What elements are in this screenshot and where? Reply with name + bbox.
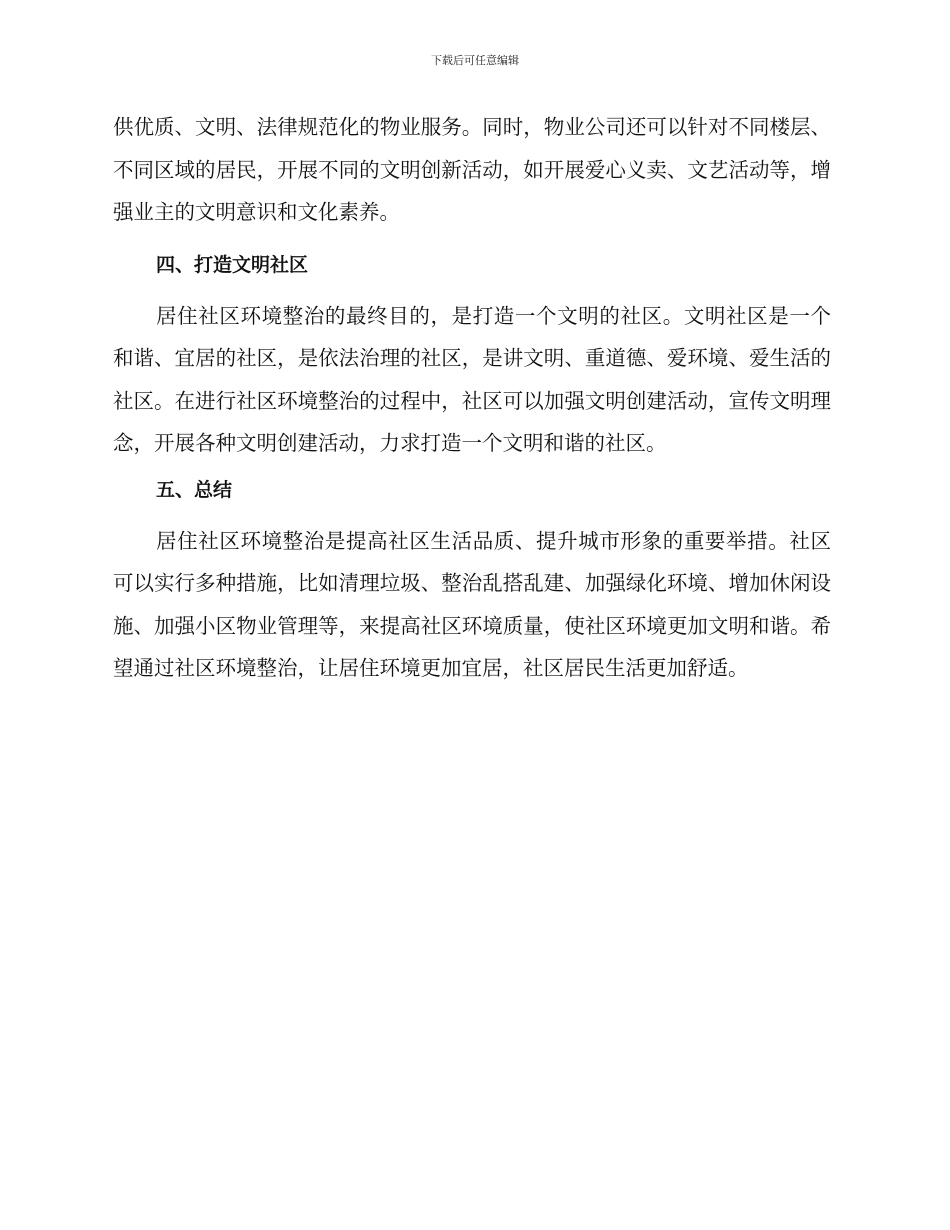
document-body — [113, 106, 831, 690]
intro-paragraph: 供优质、文明、法律规范化的物业服务。同时，物业公司还可以针对不同楼层、不同区域的居民，开展不同的文明创新活动，如开展爱心义卖、文艺活动等，增强业主的文明意识和文化素养。 — [113, 115, 831, 224]
section-5-heading: 五、总结 — [156, 478, 233, 501]
section-4-paragraph: 居住社区环境整治的最终目的，是打造一个文明的社区。文明社区是一个和谐、宜居的社区，是依法治理的社区，是讲文明、重道德、爱环境、爱生活的社区。在进行社区环境整治的过程中，社区可以加强文明创建活动，宣传文明理念，开展各种文明创建活动，力求打造一个文明和谐的社区。 — [113, 303, 831, 455]
section-5-paragraph: 居住社区环境整治是提高社区生活品质、提升城市形象的重要举措。社区可以实行多种措施，比如清理垃圾、整治乱搭乱建、加强绿化环境、增加休闲设施、加强小区物业管理等，来提高社区环境质量，使社区环境更加文明和谐。希望通过社区环境整治，让居住环境更加宜居，社区居民生活更加舒适。 — [113, 528, 831, 680]
section-4-heading: 四、打造文明社区 — [156, 253, 309, 276]
page-header: 下载后可任意编辑 — [431, 54, 519, 67]
